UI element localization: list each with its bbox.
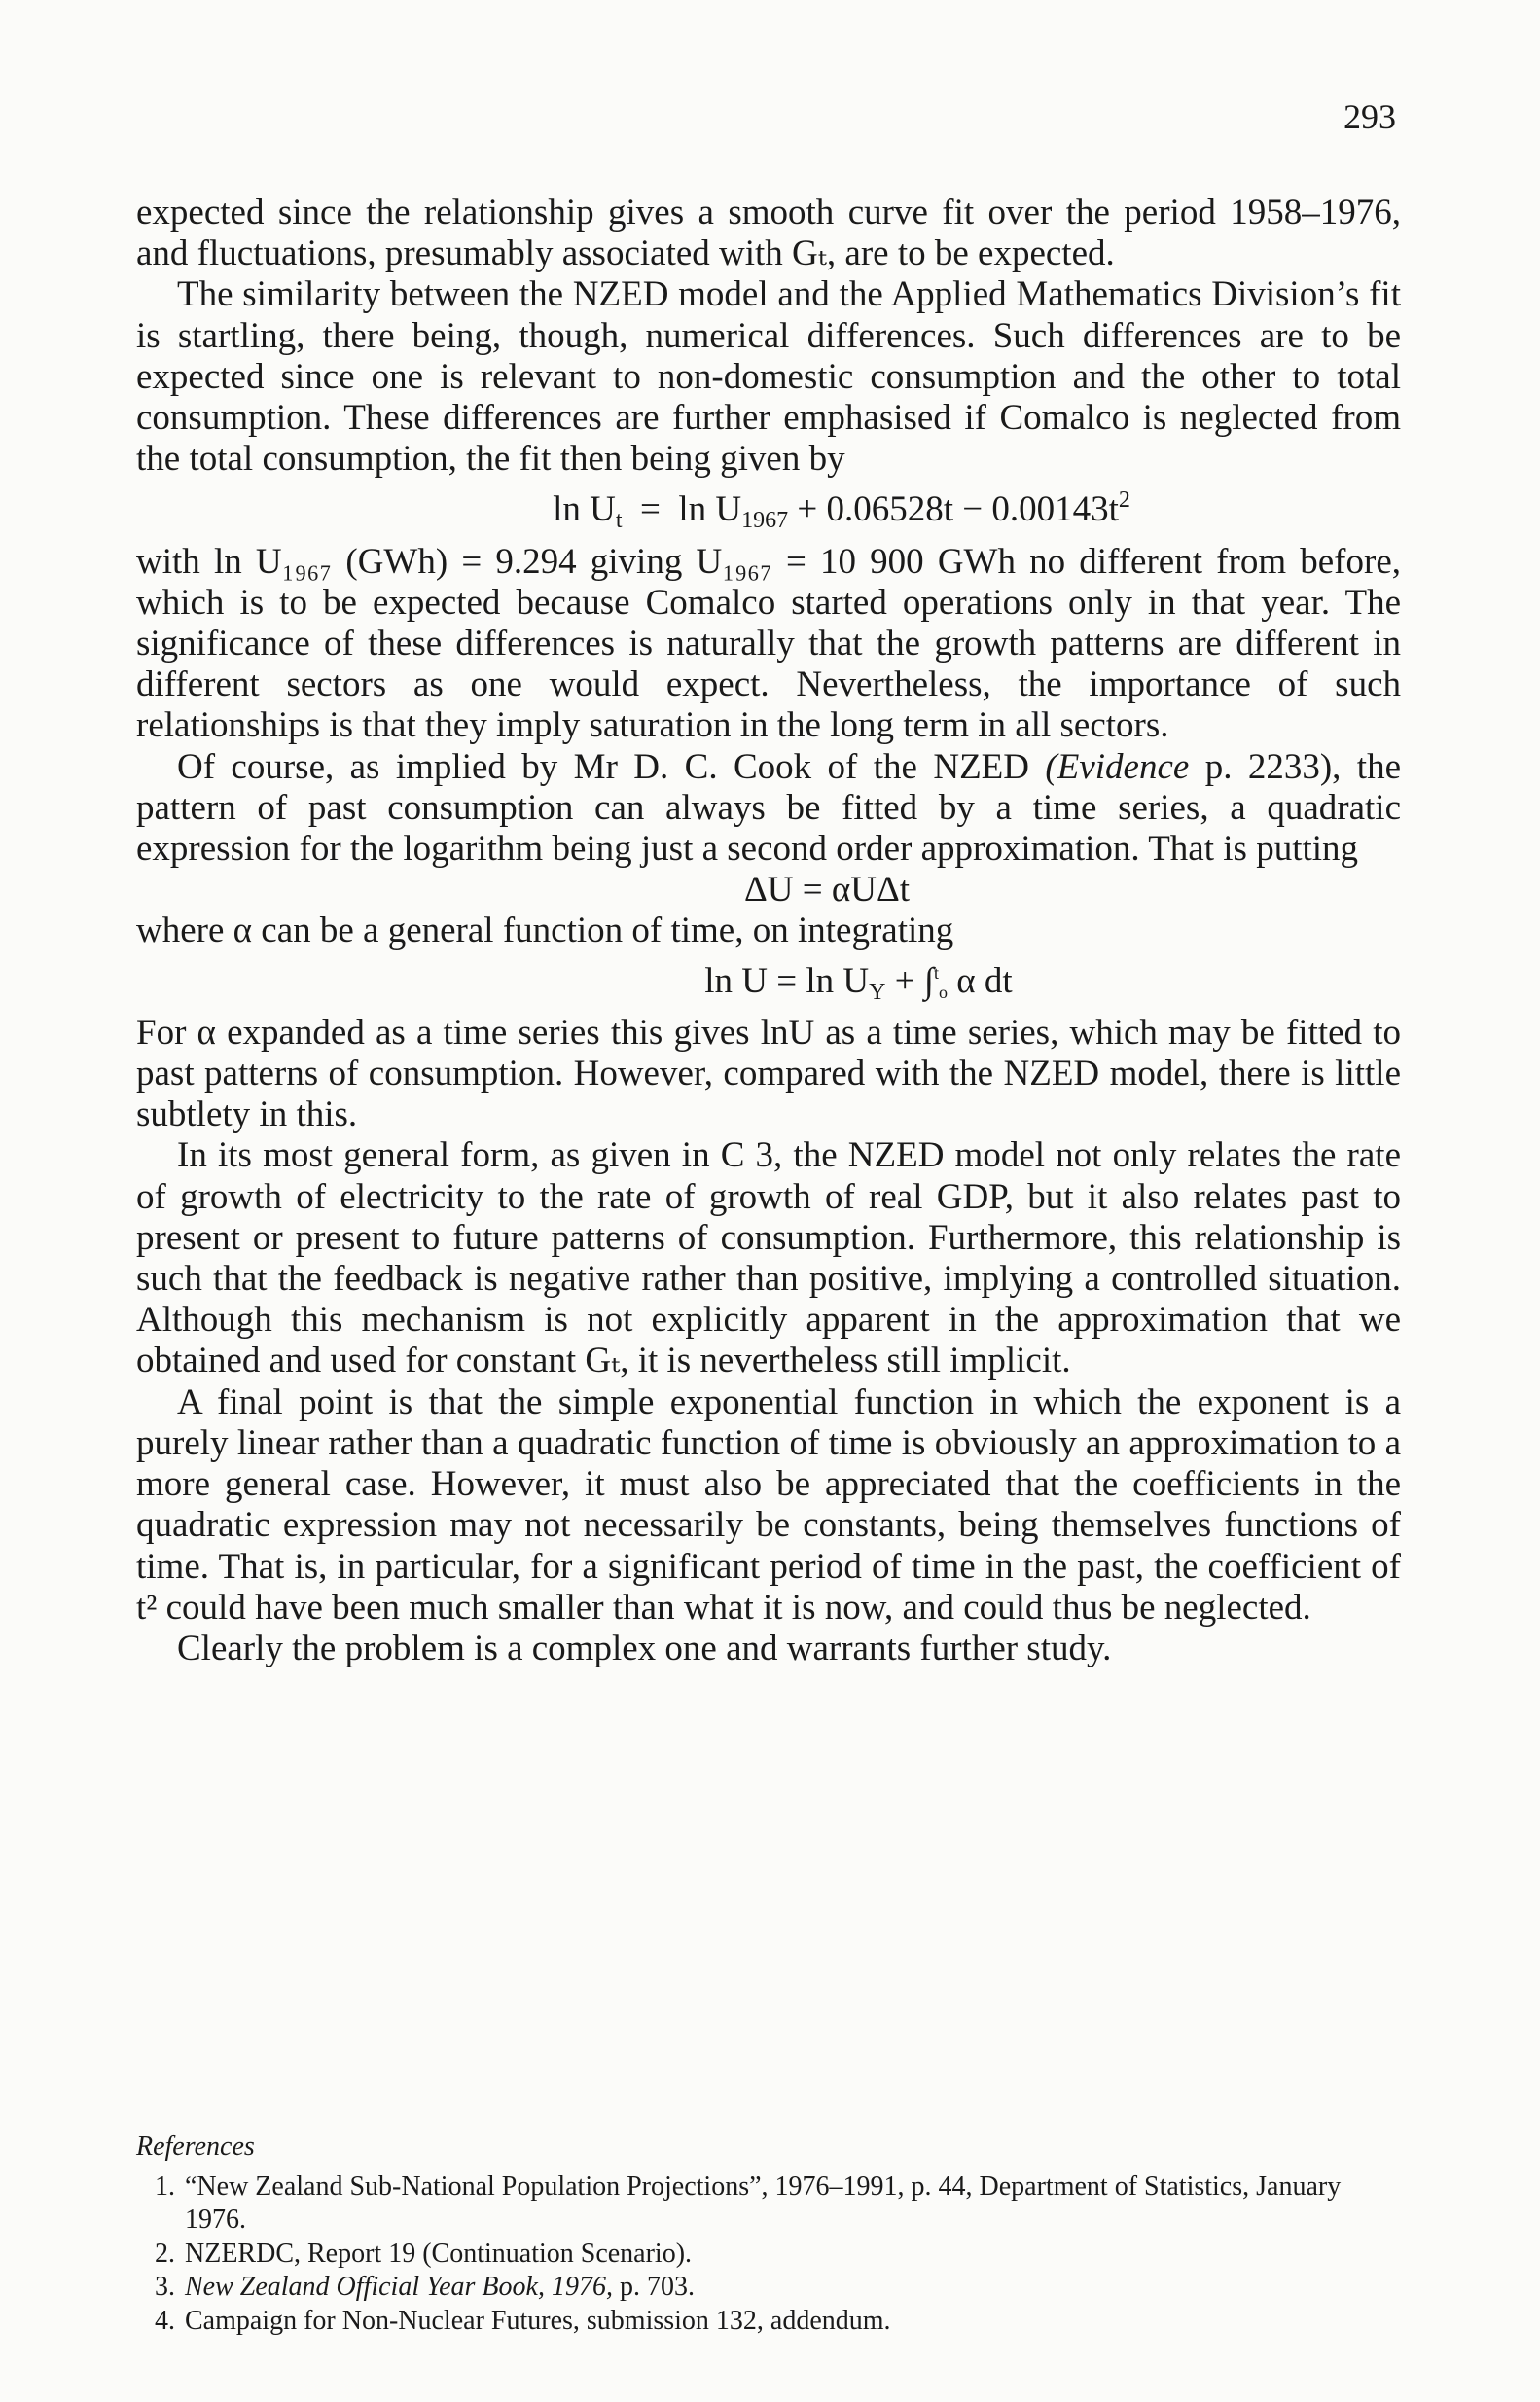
- eq1-rhs-a-sub: 1967: [741, 508, 789, 534]
- reference-number: 3.: [155, 2272, 175, 2302]
- body-text: [136, 193, 1401, 1669]
- reference-text: NZERDC, Report 19 (Continuation Scenario).: [185, 2238, 693, 2269]
- eq3-lhs-sub: Y: [869, 979, 886, 1005]
- reference-number: 4.: [155, 2305, 175, 2336]
- eq3-tail: α dt: [948, 960, 1013, 1001]
- reference-title: New Zealand Official Year Book, 1976,: [185, 2272, 613, 2302]
- paragraph-1: expected since the relationship gives a smooth curve fit over the period 1958–1976, and fluctuations, presumably associated with Gₜ, are to be expected.: [136, 193, 1401, 274]
- eq1-rhs-b-sup: 2: [1118, 487, 1130, 514]
- reference-number: 2.: [155, 2238, 175, 2269]
- eq1-lhs: ln U: [553, 489, 616, 530]
- evidence-citation: (Evidence: [1045, 746, 1190, 787]
- reference-item: [136, 2170, 1401, 2238]
- eq3-upper-limit: t: [934, 962, 940, 983]
- paragraph-4-end: p. 2233), the pattern of past consumption can always be fitted by a time series, a quadratic expression for the logarithm being just a second order approximation. That is putting: [136, 746, 1401, 870]
- eq3-lower-limit: o: [939, 982, 949, 1002]
- reference-number: 1.: [155, 2170, 175, 2202]
- references-list: [136, 2170, 1401, 2339]
- reference-text: [185, 2271, 1401, 2305]
- paragraph-9: Clearly the problem is a complex one and warrants further study.: [177, 1628, 1112, 1668]
- paragraph-3: with ln U₁₉₆₇ (GWh) = 9.294 giving U₁₉₆₇ = 10 900 GWh no different from before, which is to be expected because Comalco started operations only in that year. The significance of these differences is naturally that the growth patterns are different in different sectors as one would expect. Nevertheless, the importance of such relationships is that they imply saturation in the long term in all sectors.: [136, 541, 1401, 746]
- eq3-lhs: ln U = ln U: [704, 960, 870, 1001]
- equation-integral: [136, 952, 1401, 1013]
- reference-item: [136, 2271, 1401, 2305]
- eq1-lhs-sub: t: [615, 508, 623, 534]
- reference-item: [136, 2238, 1401, 2272]
- paragraph-8: A final point is that the simple exponential function in which the exponent is a purely linear rather than a quadratic function of time is obviously an approximation to a more general case. However, it must also be appreciated that the coefficients in the quadratic expression may not necessarily be constants, being themselves functions of time. That is, in particular, for a significant period of time in the past, the coefficient of t² could have been much smaller than what it is now, and could thus be neglected.: [136, 1381, 1401, 1628]
- eq1-rhs-b: + 0.06528t − 0.00143t: [797, 489, 1119, 530]
- equation-ln-u-fit: [136, 480, 1401, 541]
- eq1-rhs-a: ln U: [678, 489, 742, 530]
- reference-pages: p. 703.: [612, 2272, 695, 2302]
- eq3-plus-integral: + ∫: [894, 960, 935, 1001]
- paragraph-7: In its most general form, as given in C 3, the NZED model not only relates the rate of growth of electricity to the rate of growth of real GDP, but it also relates past to present or present to future patterns of consumption. Furthermore, this relationship is such that the feedback is negative rather than positive, implying a controlled situation. Although this mechanism is not explicitly apparent in the approximation that we obtained and used for constant Gₜ, it is nevertheless still implicit.: [136, 1135, 1401, 1381]
- eq1-equals: =: [640, 489, 661, 530]
- paragraph-4: [136, 747, 1401, 871]
- references-heading: References: [136, 2132, 255, 2162]
- paragraph-6: For α expanded as a time series this gives lnU as a time series, which may be fitted to past patterns of consumption. However, compared with the NZED model, there is little subtlety in this.: [136, 1012, 1401, 1135]
- page-number: 293: [1343, 97, 1396, 136]
- paragraph-5: where α can be a general function of time, on integrating: [136, 911, 954, 951]
- reference-item: [136, 2305, 1401, 2339]
- reference-text: “New Zealand Sub-National Population Projections”, 1976–1991, p. 44, Department of Statistics, January 1976.: [185, 2170, 1342, 2235]
- paragraph-4-start: Of course, as implied by Mr D. C. Cook of the NZED: [177, 746, 1046, 787]
- equation-delta-u: ΔU = αUΔt: [743, 870, 911, 911]
- paragraph-2: The similarity between the NZED model and the Applied Mathematics Division’s fit is startling, there being, though, numerical differences. Such differences are to be expected since one is relevant to non-domestic consumption and the other to total consumption. These differences are further emphasised if Comalco is neglected from the total consumption, the fit then being given by: [136, 274, 1401, 480]
- reference-text: Campaign for Non-Nuclear Futures, submission 132, addendum.: [185, 2305, 891, 2336]
- references-section: [136, 2131, 1401, 2338]
